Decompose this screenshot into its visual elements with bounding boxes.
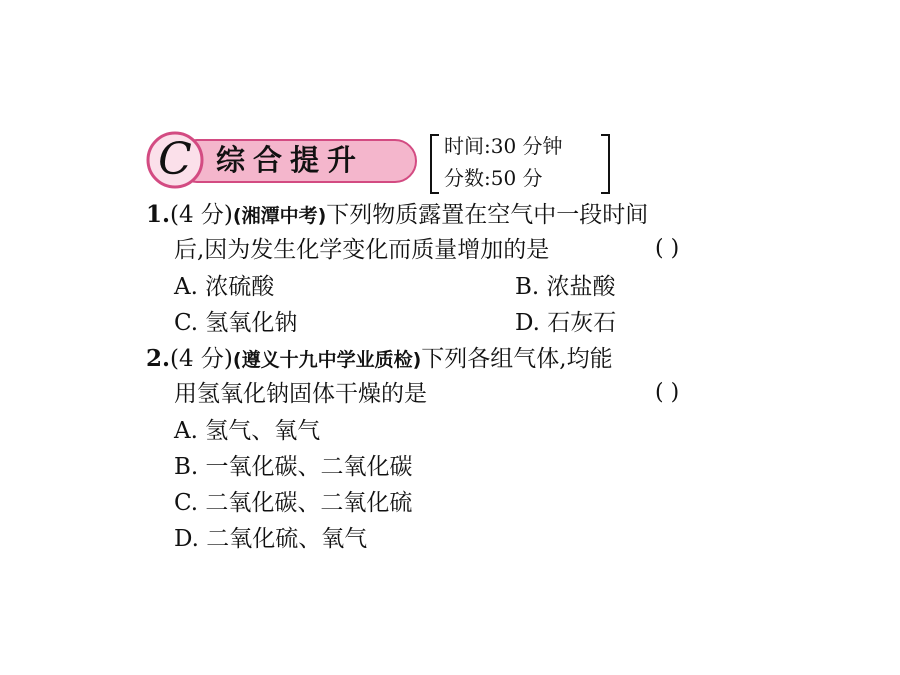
option-c[interactable]: C. 二氧化碳、二氧化硫 xyxy=(174,490,413,516)
question-source: (遵义十九中学业质检) xyxy=(232,349,422,371)
question-points: (4 分) xyxy=(170,202,233,228)
total-score: 分数:50 分 xyxy=(444,166,543,190)
time-score-box xyxy=(430,130,610,194)
question-text: 下列物质露置在空气中一段时间 xyxy=(326,202,649,228)
bracket-right xyxy=(601,134,610,194)
question-number: 1. xyxy=(146,201,171,228)
question-text: 下列各组气体,均能 xyxy=(421,346,613,372)
question-2-line-2: 用氢氧化钠固体干燥的是 xyxy=(174,381,427,407)
bracket-left xyxy=(430,134,439,194)
question-source: (湘潭中考) xyxy=(232,205,327,227)
option-a[interactable]: A. 浓硫酸 xyxy=(174,274,275,300)
answer-blank[interactable]: ( ) xyxy=(655,236,680,261)
option-a[interactable]: A. 氢气、氧气 xyxy=(174,418,321,444)
question-2-line-1 xyxy=(146,342,613,377)
question-1-line-1 xyxy=(146,198,648,233)
option-b[interactable]: B. 一氧化碳、二氧化碳 xyxy=(174,454,413,480)
question-number: 2. xyxy=(146,345,171,372)
option-d[interactable]: D. 石灰石 xyxy=(515,310,617,336)
answer-blank[interactable]: ( ) xyxy=(655,380,680,405)
section-letter: C xyxy=(158,134,192,185)
option-b[interactable]: B. 浓盐酸 xyxy=(515,274,616,300)
question-points: (4 分) xyxy=(170,346,233,372)
section-banner xyxy=(146,130,420,190)
question-1-line-2: 后,因为发生化学变化而质量增加的是 xyxy=(174,237,550,263)
option-d[interactable]: D. 二氧化硫、氧气 xyxy=(174,526,368,552)
time-limit: 时间:30 分钟 xyxy=(444,134,563,158)
option-c[interactable]: C. 氢氧化钠 xyxy=(174,310,298,336)
section-title: 综合提升 xyxy=(216,143,365,177)
